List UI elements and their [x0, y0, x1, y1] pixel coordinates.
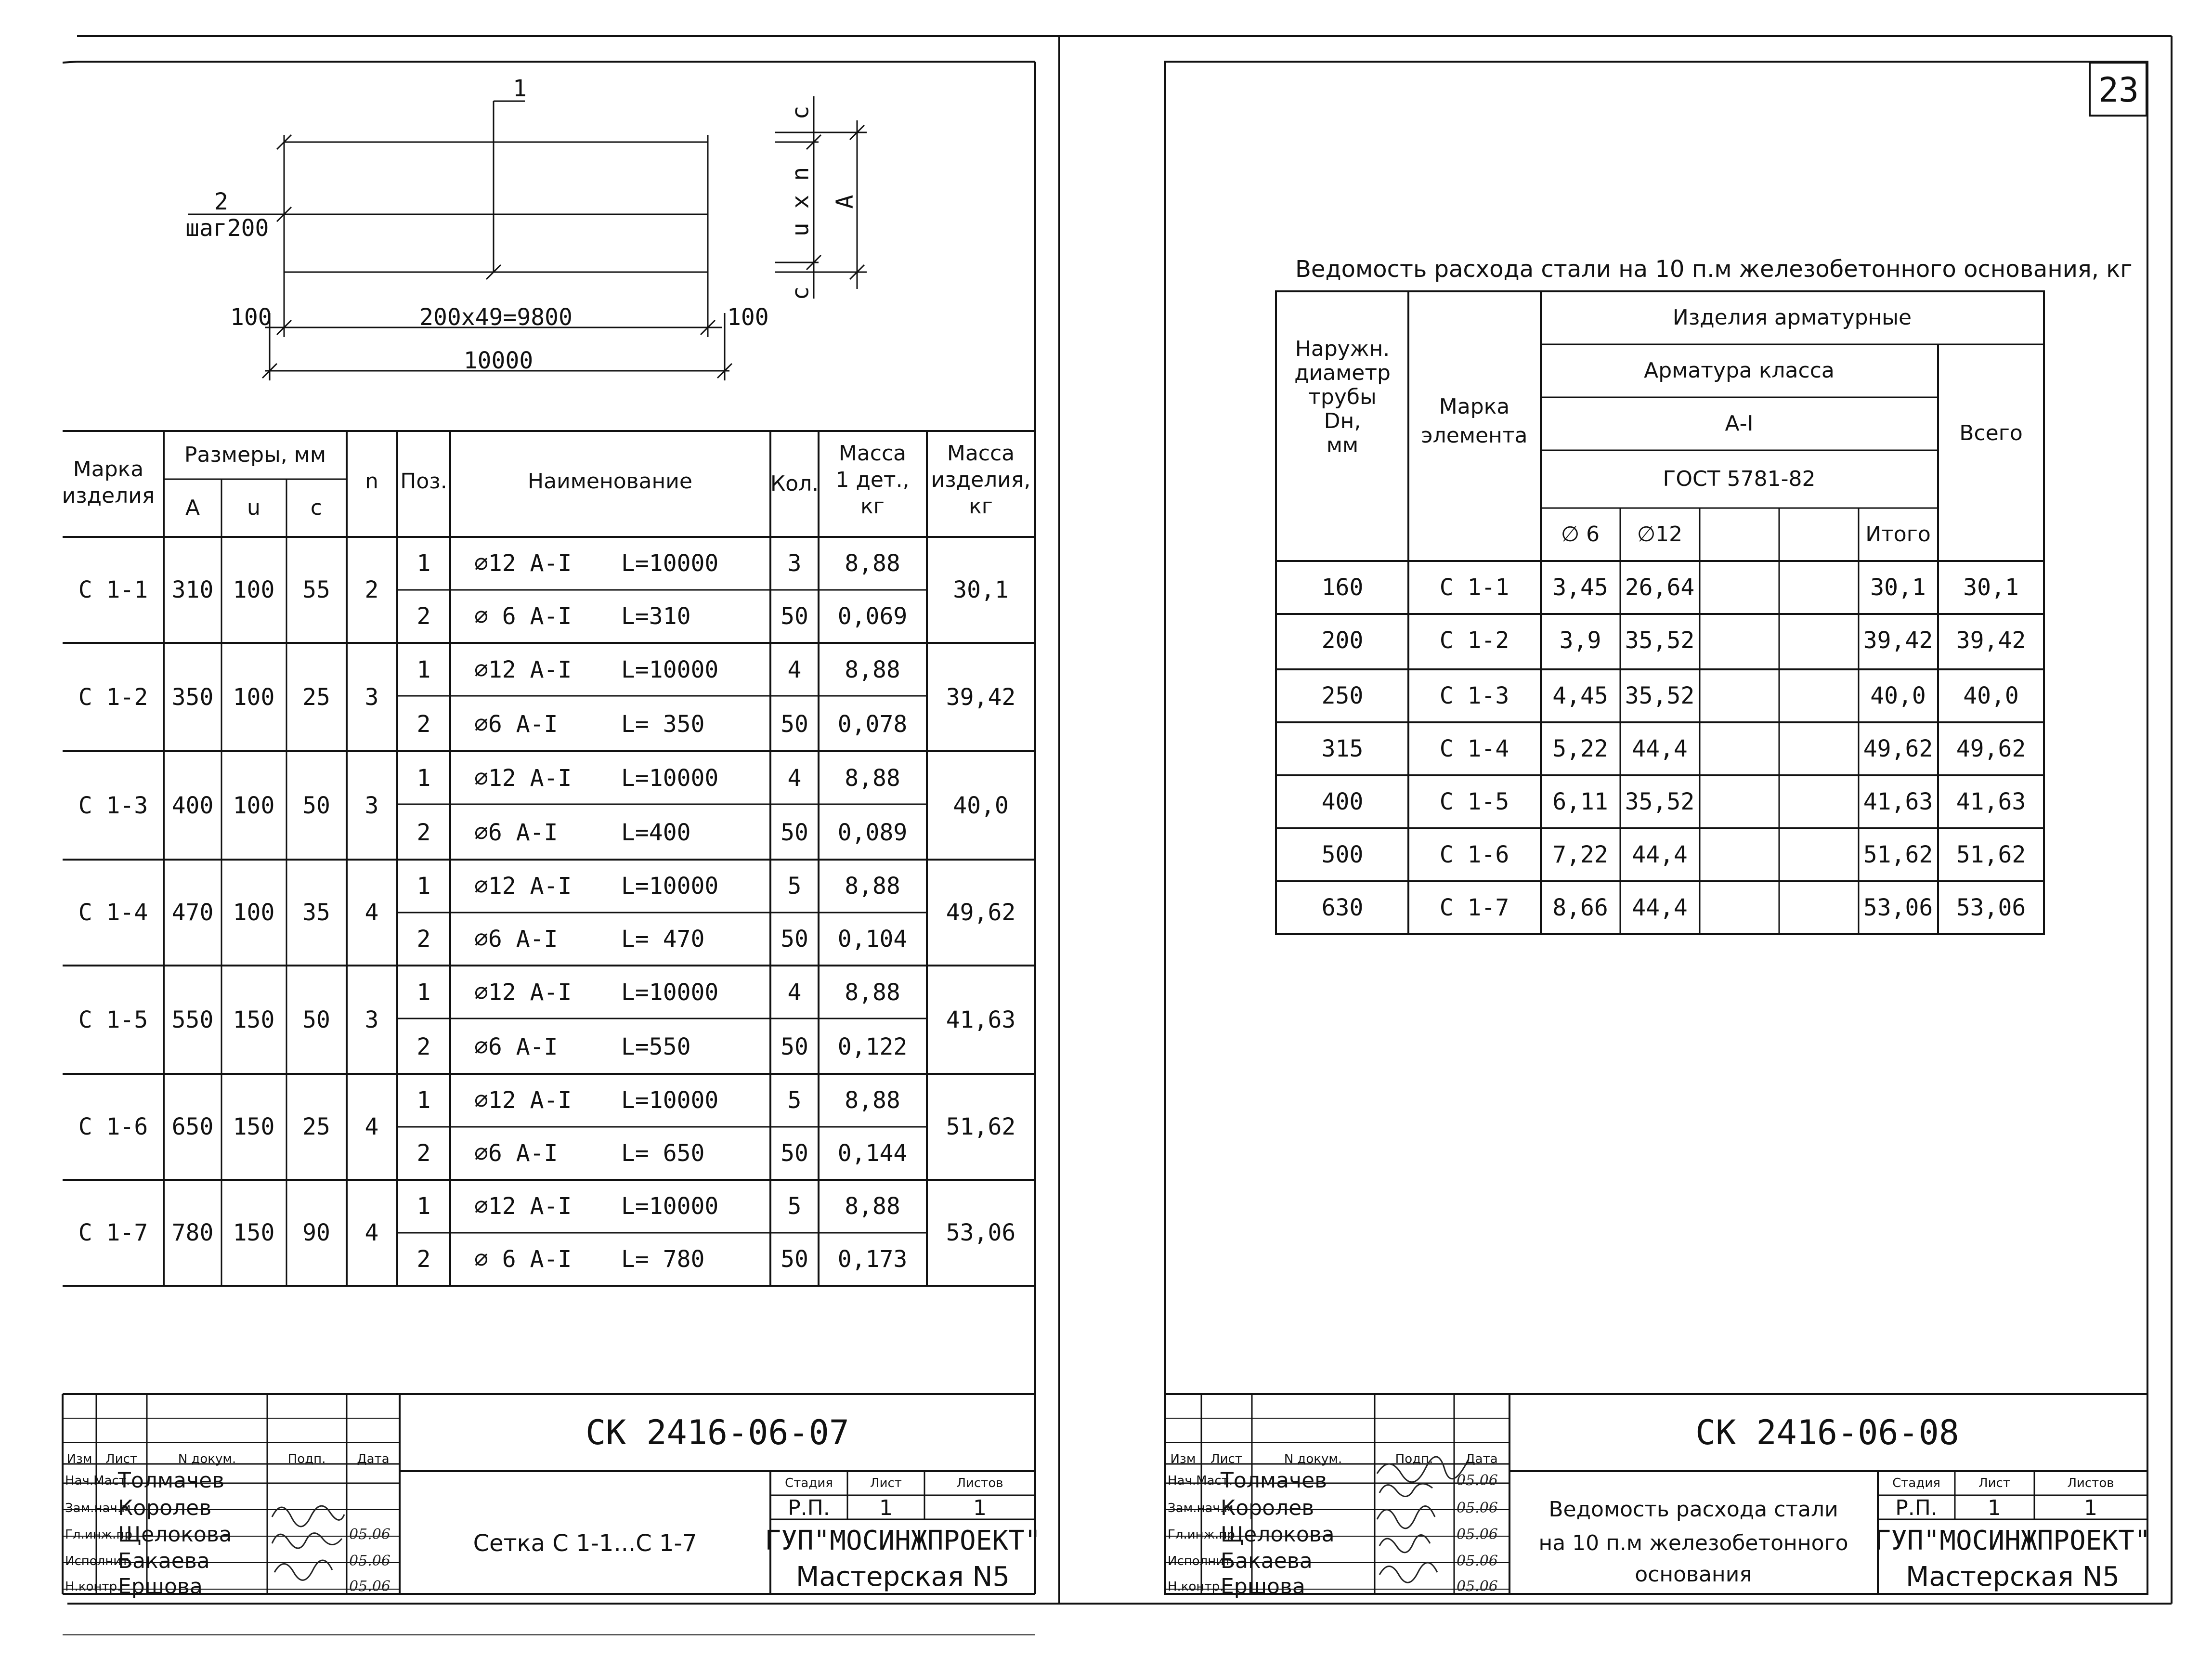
- dim-a: A: [831, 195, 859, 209]
- row-itogo: 53,06: [1863, 894, 1933, 921]
- stamp-role: Гл.инж.пр: [1168, 1527, 1235, 1542]
- row-mass2: 0,144: [837, 1140, 908, 1167]
- row-marka: С 1-2: [1439, 627, 1509, 654]
- row-mass1: 8,88: [845, 656, 900, 684]
- row-itogo: 30,1: [1870, 574, 1926, 601]
- row-marka: С 1-1: [1439, 574, 1509, 601]
- row-name1: ∅12 А-I: [474, 765, 572, 792]
- stamp-role: Нач.Маст.: [1168, 1474, 1233, 1488]
- stamp-role: Исполнит.: [65, 1554, 133, 1568]
- stamp-name: Щелокова: [118, 1522, 232, 1547]
- row-a: 550: [171, 1006, 214, 1033]
- stamp-role: Исполнит.: [1168, 1554, 1236, 1568]
- header-mass-item-1: Масса: [947, 441, 1015, 466]
- doc-code-right: СК 2416-06-08: [1695, 1413, 1959, 1452]
- row-n: 4: [364, 1113, 379, 1140]
- stamp-date: 05.06: [1457, 1526, 1498, 1543]
- row-pos1: 1: [416, 873, 431, 900]
- row-a: 310: [171, 576, 214, 603]
- row-length2: L=550: [621, 1033, 691, 1060]
- row-n: 4: [364, 899, 379, 926]
- doc-code-left: СК 2416-06-07: [586, 1413, 849, 1452]
- row-length2: L=310: [621, 603, 691, 630]
- row-mass2: 0,104: [837, 926, 908, 953]
- row-d12: 35,52: [1625, 627, 1695, 654]
- col-podp-left: Подп.: [287, 1452, 326, 1466]
- dim-right: 100: [727, 304, 769, 331]
- row-mass2: 0,089: [837, 819, 908, 846]
- stamp-title-right-1: Ведомость расхода стали: [1548, 1497, 1838, 1522]
- row-mass-total: 30,1: [953, 576, 1009, 603]
- row-mass-total: 51,62: [946, 1113, 1016, 1140]
- workshop-left: Мастерская N5: [796, 1561, 1010, 1593]
- row-length2: L= 350: [621, 710, 705, 738]
- row-length1: L=10000: [621, 765, 719, 792]
- header-qty: Кол.: [770, 471, 819, 496]
- row-name2: ∅6 А-I: [474, 819, 558, 846]
- header-marka-2: изделия: [62, 483, 155, 508]
- row-pos1: 1: [416, 550, 431, 577]
- stamp-date: 05.06: [1457, 1500, 1498, 1516]
- stamp-role: Зам.нач.м: [1168, 1501, 1234, 1515]
- row-u: 100: [233, 899, 275, 926]
- row-c: 55: [302, 576, 330, 603]
- row-d6: 4,45: [1552, 682, 1608, 709]
- row-pos1: 1: [416, 656, 431, 684]
- row-name2: ∅6 А-I: [474, 710, 558, 738]
- row-d12: 35,52: [1625, 682, 1695, 709]
- row-d6: 5,22: [1552, 735, 1608, 762]
- row-diameter: 500: [1321, 841, 1364, 868]
- sheet-header-left: Лист: [870, 1476, 902, 1490]
- row-length1: L=10000: [621, 979, 719, 1006]
- right-table-grid: [1276, 291, 2044, 934]
- row-name1: ∅12 А-I: [474, 550, 572, 577]
- stage-header-left: Стадия: [785, 1476, 833, 1490]
- stamp-date: 05.06: [1457, 1578, 1498, 1595]
- sheet-right: 1: [1988, 1496, 2001, 1520]
- row-length2: L= 780: [621, 1246, 705, 1273]
- row-mass1: 8,88: [845, 873, 900, 900]
- mesh-drawing: [188, 96, 867, 380]
- header-products: Изделия арматурные: [1672, 305, 1912, 330]
- header-pos: Поз.: [400, 469, 447, 494]
- row-diameter: 200: [1321, 627, 1364, 654]
- row-name2: ∅6 А-I: [474, 1140, 558, 1167]
- row-total: 40,0: [1963, 682, 2019, 709]
- header-mass-item-3: кг: [969, 494, 993, 519]
- row-qty2: 50: [781, 710, 808, 738]
- row-mass-total: 53,06: [946, 1219, 1016, 1246]
- row-mass1: 8,88: [845, 979, 900, 1006]
- row-diameter: 250: [1321, 682, 1364, 709]
- row-d6: 8,66: [1552, 894, 1608, 921]
- row-pos2: 2: [416, 603, 431, 630]
- row-marka: С 1-6: [1439, 841, 1509, 868]
- row-qty1: 4: [787, 656, 802, 684]
- row-mass1: 8,88: [845, 1193, 900, 1220]
- row-diameter: 315: [1321, 735, 1364, 762]
- col-date-right: Дата: [1465, 1452, 1498, 1466]
- row-itogo: 40,0: [1870, 682, 1926, 709]
- row-n: 4: [364, 1219, 379, 1246]
- stamp-name: Толмачев: [118, 1468, 225, 1493]
- row-itogo: 41,63: [1863, 788, 1933, 815]
- stamp-role: Гл.инж.пр: [65, 1527, 132, 1542]
- row-mass2: 0,122: [837, 1033, 908, 1060]
- row-a: 350: [171, 683, 214, 711]
- row-mass1: 8,88: [845, 1087, 900, 1114]
- pos1-label: 1: [513, 75, 527, 102]
- row-marka: С 1-7: [1439, 894, 1509, 921]
- stamp-title-right-2: на 10 п.м железобетонного: [1538, 1531, 1848, 1555]
- col-izm-right: Изм: [1170, 1452, 1196, 1466]
- row-length2: L=400: [621, 819, 691, 846]
- row-marka: С 1-1: [78, 576, 148, 603]
- header-gost: ГОСТ 5781-82: [1663, 467, 1816, 491]
- row-length1: L=10000: [621, 656, 719, 684]
- header-marka-el-2: элемента: [1421, 423, 1528, 448]
- row-marka: С 1-4: [78, 899, 148, 926]
- dim-middle: 200x49=9800: [419, 304, 573, 331]
- row-itogo: 51,62: [1863, 841, 1933, 868]
- row-u: 150: [233, 1219, 275, 1246]
- row-n: 3: [364, 792, 379, 819]
- row-a: 400: [171, 792, 214, 819]
- stamp-name: Ершова: [118, 1574, 203, 1599]
- row-qty1: 5: [787, 873, 802, 900]
- header-rebar-class: Арматура класса: [1644, 358, 1835, 383]
- row-itogo: 39,42: [1863, 627, 1933, 654]
- row-marka: С 1-2: [78, 683, 148, 711]
- header-class: А-I: [1725, 411, 1754, 436]
- row-pos2: 2: [416, 710, 431, 738]
- stamp-name: Бакаева: [1221, 1549, 1313, 1573]
- header-d6: ∅ 6: [1561, 522, 1600, 547]
- header-marka-el-1: Марка: [1439, 394, 1510, 419]
- org-right: ГУП"МОСИНЖПРОЕКТ": [1874, 1525, 2151, 1556]
- row-mass-total: 39,42: [946, 683, 1016, 711]
- row-mass1: 8,88: [845, 765, 900, 792]
- row-u: 100: [233, 683, 275, 711]
- row-marka: С 1-5: [78, 1006, 148, 1033]
- sheets-left: 1: [973, 1496, 987, 1520]
- row-c: 50: [302, 792, 330, 819]
- header-sizes: Размеры, мм: [184, 443, 326, 467]
- header-diameter-4: Dн,: [1324, 409, 1361, 433]
- header-itogo: Итого: [1865, 522, 1931, 547]
- row-d12: 44,4: [1632, 735, 1688, 762]
- row-mass-total: 40,0: [953, 792, 1009, 819]
- row-diameter: 630: [1321, 894, 1364, 921]
- workshop-right: Мастерская N5: [1906, 1561, 2120, 1593]
- page-number: 23: [2098, 70, 2139, 110]
- row-c: 50: [302, 1006, 330, 1033]
- header-mass-det-2: 1 дет.,: [835, 468, 910, 492]
- row-mass2: 0,173: [837, 1246, 908, 1273]
- row-c: 25: [302, 683, 330, 711]
- row-qty1: 3: [787, 550, 802, 577]
- row-length2: L= 650: [621, 1140, 705, 1167]
- stamp-name: Толмачев: [1221, 1468, 1327, 1493]
- pos2-label: 2: [214, 188, 228, 215]
- row-d6: 7,22: [1552, 841, 1608, 868]
- stamp-role: Нач.Маст.: [65, 1474, 130, 1488]
- col-izm-left: Изм: [66, 1452, 92, 1466]
- step-label: шаг200: [185, 215, 269, 242]
- stage-right: Р.П.: [1895, 1496, 1938, 1520]
- sheet-left: 1: [879, 1496, 893, 1520]
- row-u: 100: [233, 576, 275, 603]
- row-a: 780: [171, 1219, 214, 1246]
- row-pos2: 2: [416, 1140, 431, 1167]
- row-length1: L=10000: [621, 1193, 719, 1220]
- dim-c-top: c: [787, 105, 814, 120]
- row-name1: ∅12 А-I: [474, 1193, 572, 1220]
- row-qty2: 50: [781, 603, 808, 630]
- col-date-left: Дата: [357, 1452, 390, 1466]
- col-ndoc-right: N докум.: [1284, 1452, 1342, 1466]
- stamp-name: Королев: [118, 1496, 212, 1520]
- row-name2: ∅6 А-I: [474, 926, 558, 953]
- col-podp-right: Подп.: [1395, 1452, 1433, 1466]
- row-c: 90: [302, 1219, 330, 1246]
- stamp-date: 05.06: [1457, 1472, 1498, 1489]
- row-pos2: 2: [416, 1246, 431, 1273]
- header-mass-det-1: Масса: [838, 441, 907, 466]
- stamp-name: Бакаева: [118, 1549, 210, 1573]
- stamp-name: Королев: [1221, 1496, 1314, 1520]
- stage-header-right: Стадия: [1892, 1476, 1940, 1490]
- row-pos1: 1: [416, 1193, 431, 1220]
- row-pos1: 1: [416, 1087, 431, 1114]
- stamp-role: Н.контр.: [1168, 1580, 1224, 1594]
- org-left: ГУП"МОСИНЖПРОЕКТ": [765, 1525, 1041, 1556]
- row-qty2: 50: [781, 1246, 808, 1273]
- row-diameter: 160: [1321, 574, 1364, 601]
- row-length1: L=10000: [621, 1087, 719, 1114]
- row-n: 3: [364, 683, 379, 711]
- header-mass-det-3: кг: [860, 494, 885, 519]
- row-pos2: 2: [416, 819, 431, 846]
- sheets-header-right: Листов: [2067, 1476, 2114, 1490]
- row-total: 53,06: [1956, 894, 2026, 921]
- row-marka: С 1-7: [78, 1219, 148, 1246]
- row-pos1: 1: [416, 765, 431, 792]
- row-length1: L=10000: [621, 550, 719, 577]
- row-marka: С 1-3: [78, 792, 148, 819]
- row-name2: ∅6 А-I: [474, 1033, 558, 1060]
- row-name1: ∅12 А-I: [474, 1087, 572, 1114]
- row-qty2: 50: [781, 1033, 808, 1060]
- header-diameter-2: диаметр: [1294, 361, 1391, 385]
- header-c: c: [310, 496, 323, 520]
- row-d12: 26,64: [1625, 574, 1695, 601]
- row-itogo: 49,62: [1863, 735, 1933, 762]
- row-d12: 35,52: [1625, 788, 1695, 815]
- header-diameter-1: Наружн.: [1295, 337, 1390, 361]
- sheets-right: 1: [2084, 1496, 2097, 1520]
- right-table-title: Ведомость расхода стали на 10 п.м железобетонного основания, кг: [1295, 256, 2133, 283]
- row-qty1: 4: [787, 765, 802, 792]
- dim-uxn: u x n: [787, 167, 814, 237]
- row-n: 3: [364, 1006, 379, 1033]
- row-d6: 6,11: [1552, 788, 1608, 815]
- row-mass1: 8,88: [845, 550, 900, 577]
- row-qty2: 50: [781, 1140, 808, 1167]
- row-name1: ∅12 А-I: [474, 656, 572, 684]
- row-qty1: 5: [787, 1193, 802, 1220]
- row-total: 39,42: [1956, 627, 2026, 654]
- row-a: 650: [171, 1113, 214, 1140]
- col-list-right: Лист: [1210, 1452, 1242, 1466]
- row-name1: ∅12 А-I: [474, 873, 572, 900]
- stamp-role: Зам.нач.м: [65, 1501, 131, 1515]
- row-pos1: 1: [416, 979, 431, 1006]
- row-u: 150: [233, 1113, 275, 1140]
- header-u: u: [247, 496, 260, 520]
- stage-left: Р.П.: [788, 1496, 830, 1520]
- row-qty2: 50: [781, 819, 808, 846]
- row-mass-total: 49,62: [946, 899, 1016, 926]
- row-marka: С 1-3: [1439, 682, 1509, 709]
- sheets-header-left: Листов: [956, 1476, 1003, 1490]
- stamp-name: Ершова: [1221, 1574, 1305, 1599]
- row-n: 2: [364, 576, 379, 603]
- row-name2: ∅ 6 А-I: [474, 603, 572, 630]
- col-list-left: Лист: [105, 1452, 137, 1466]
- stamp-date: 05.06: [349, 1578, 390, 1595]
- row-qty1: 5: [787, 1087, 802, 1114]
- row-total: 49,62: [1956, 735, 2026, 762]
- row-mass2: 0,078: [837, 710, 908, 738]
- row-total: 30,1: [1963, 574, 2019, 601]
- stamp-title-left: Сетка С 1-1...С 1-7: [473, 1530, 697, 1557]
- row-a: 470: [171, 899, 214, 926]
- dim-total: 10000: [463, 347, 533, 374]
- header-marka-1: Марка: [73, 457, 144, 482]
- row-length2: L= 470: [621, 926, 705, 953]
- sheet-header-right: Лист: [1978, 1476, 2010, 1490]
- row-qty1: 4: [787, 979, 802, 1006]
- dim-c-bottom: c: [787, 286, 814, 300]
- row-name1: ∅12 А-I: [474, 979, 572, 1006]
- header-a: A: [185, 496, 200, 520]
- row-u: 150: [233, 1006, 275, 1033]
- header-name: Наименование: [528, 469, 692, 494]
- row-name2: ∅ 6 А-I: [474, 1246, 572, 1273]
- header-total: Всего: [1959, 421, 2023, 445]
- header-n: n: [365, 469, 378, 494]
- row-marka: С 1-5: [1439, 788, 1509, 815]
- header-d12: ∅12: [1637, 522, 1683, 547]
- row-marka: С 1-6: [78, 1113, 148, 1140]
- row-marka: С 1-4: [1439, 735, 1509, 762]
- row-mass-total: 41,63: [946, 1006, 1016, 1033]
- row-mass2: 0,069: [837, 603, 908, 630]
- stamp-date: 05.06: [1457, 1553, 1498, 1569]
- row-pos2: 2: [416, 926, 431, 953]
- row-c: 25: [302, 1113, 330, 1140]
- row-total: 41,63: [1956, 788, 2026, 815]
- row-u: 100: [233, 792, 275, 819]
- row-pos2: 2: [416, 1033, 431, 1060]
- stamp-title-right-3: основания: [1635, 1562, 1752, 1587]
- dim-left: 100: [230, 304, 272, 331]
- stamp-name: Щелокова: [1221, 1522, 1335, 1547]
- row-c: 35: [302, 899, 330, 926]
- row-d12: 44,4: [1632, 894, 1688, 921]
- col-ndoc-left: N докум.: [178, 1452, 236, 1466]
- row-d12: 44,4: [1632, 841, 1688, 868]
- stamp-role: Н.контр.: [65, 1580, 121, 1594]
- row-d6: 3,9: [1559, 627, 1601, 654]
- header-diameter-5: мм: [1326, 433, 1359, 457]
- header-diameter-3: трубы: [1308, 385, 1377, 409]
- row-total: 51,62: [1956, 841, 2026, 868]
- row-length1: L=10000: [621, 873, 719, 900]
- row-d6: 3,45: [1552, 574, 1608, 601]
- stamp-date: 05.06: [349, 1526, 390, 1543]
- row-qty2: 50: [781, 926, 808, 953]
- row-diameter: 400: [1321, 788, 1364, 815]
- header-mass-item-2: изделия,: [931, 468, 1031, 492]
- stamp-date: 05.06: [349, 1553, 390, 1569]
